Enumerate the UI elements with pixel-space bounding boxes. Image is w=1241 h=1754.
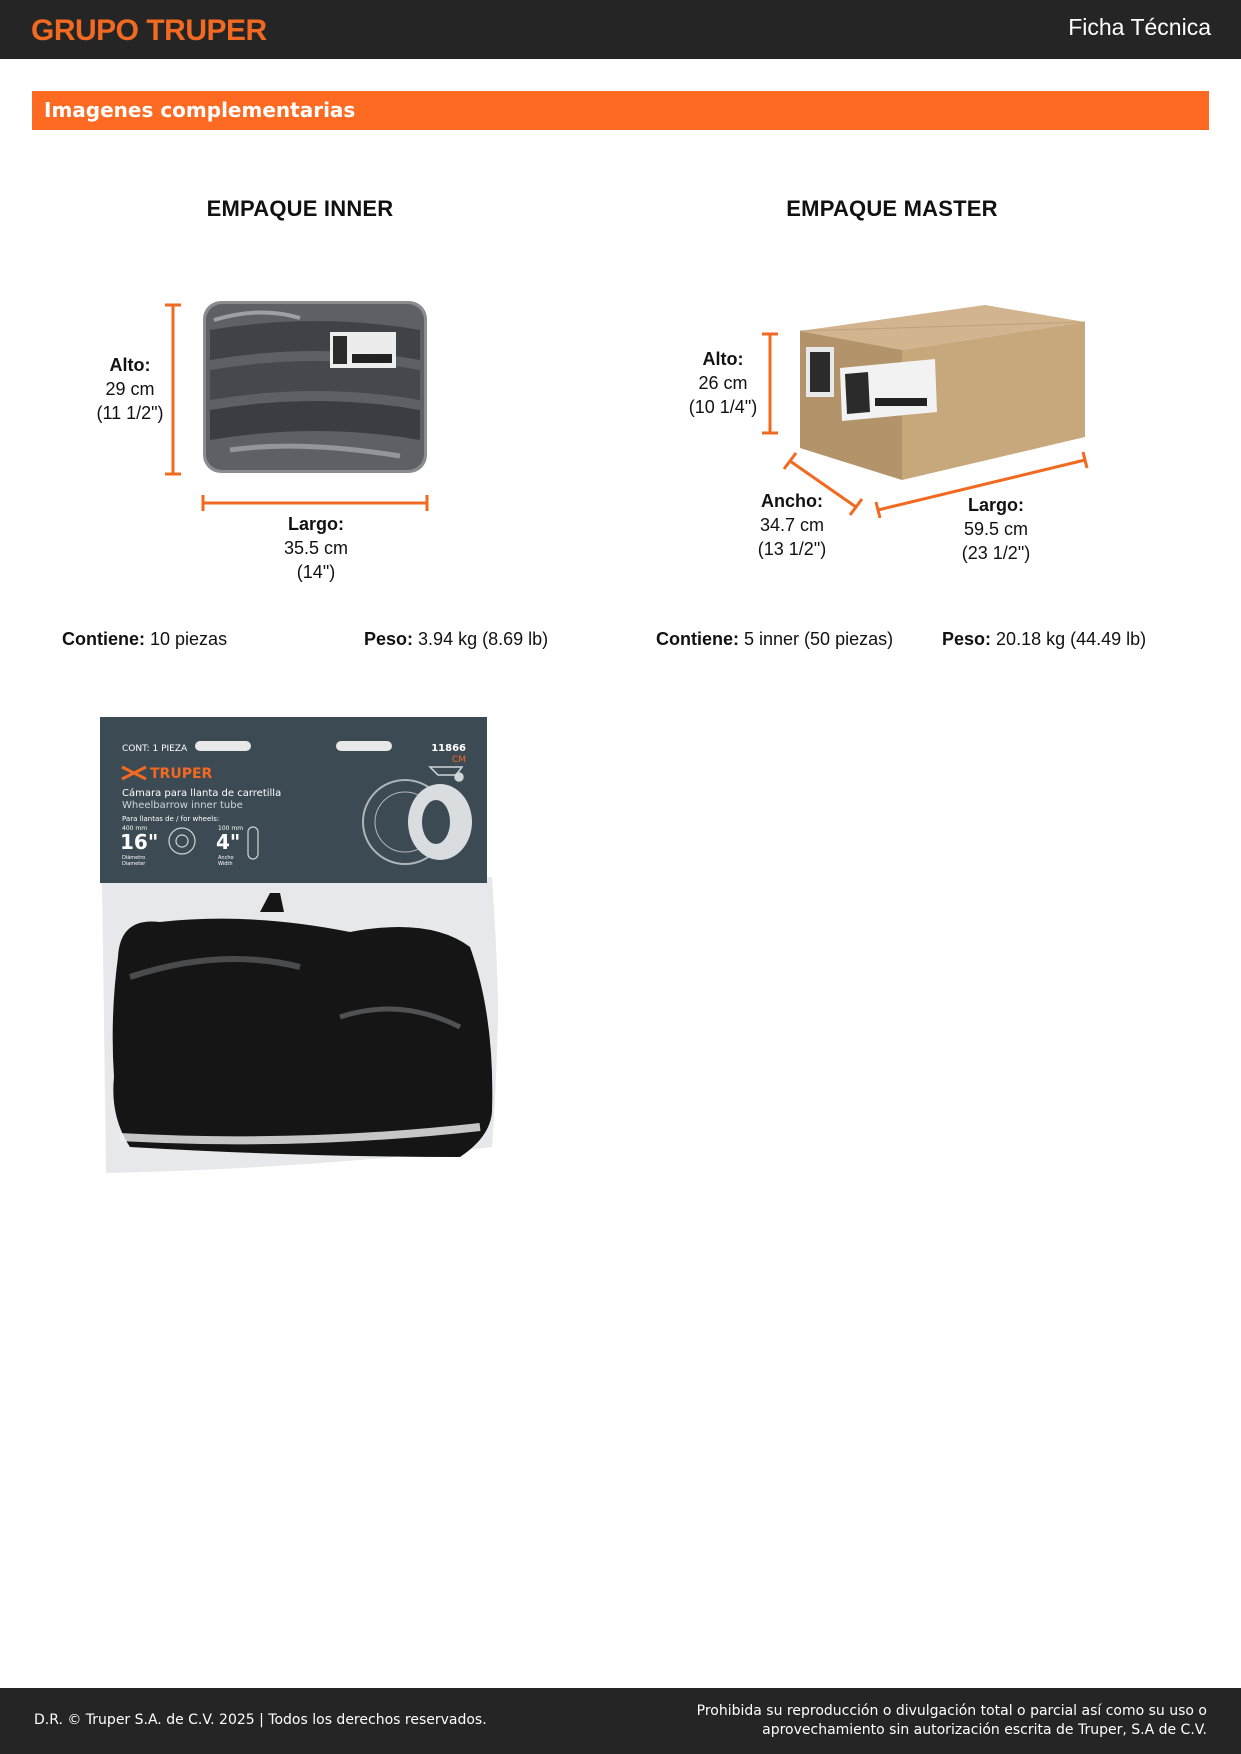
package-code-suffix-text: CM bbox=[451, 755, 466, 765]
footer-notice-line-2: aprovechamiento sin autorización escrita de Truper, S.A de C.V. bbox=[762, 1722, 1207, 1738]
brand-logo: GRUPO TRUPER bbox=[31, 14, 267, 47]
inner-contents: Contiene: 10 piezas bbox=[62, 629, 228, 649]
package-diameter-in: 16" bbox=[120, 830, 159, 854]
package-diameter-mm: 400 mm bbox=[122, 825, 148, 832]
document-type: Ficha Técnica bbox=[1068, 14, 1211, 40]
package-wheels-label: Para llantas de / for wheels: bbox=[122, 815, 220, 823]
master-height-dimension-line bbox=[762, 334, 778, 433]
package-count-text: CONT: 1 PIEZA bbox=[122, 744, 188, 754]
package-width-in: 4" bbox=[216, 830, 241, 854]
inner-length-label: Largo: 35.5 cm (14") bbox=[283, 514, 349, 582]
inner-heading: EMPAQUE INNER bbox=[206, 196, 394, 221]
package-width-mm: 100 mm bbox=[218, 825, 244, 832]
package-diameter-label-es: Diámetro bbox=[122, 855, 146, 861]
page-footer bbox=[0, 1688, 1241, 1754]
inner-weight: Peso: 3.94 kg (8.69 lb) bbox=[364, 629, 549, 649]
package-width-label-en: Width bbox=[218, 861, 233, 867]
footer-notice bbox=[647, 1702, 1207, 1740]
package-diameter-label-en: Diameter bbox=[122, 861, 146, 867]
package-name-en: Wheelbarrow inner tube bbox=[122, 800, 243, 811]
master-height-label: Alto: 26 cm (10 1/4") bbox=[688, 349, 758, 417]
product-package-image bbox=[100, 717, 500, 1192]
package-width-label-es: Ancho bbox=[218, 855, 234, 861]
footer-notice-line-1: Prohibida su reproducción o divulgación total o parcial así como su uso o bbox=[696, 1703, 1207, 1719]
section-title: Imagenes complementarias bbox=[44, 98, 356, 122]
master-contents: Contiene: 5 inner (50 piezas) bbox=[656, 629, 894, 649]
master-weight: Peso: 20.18 kg (44.49 lb) bbox=[942, 629, 1147, 649]
package-code-text: 11866 bbox=[431, 743, 466, 754]
master-heading: EMPAQUE MASTER bbox=[786, 196, 998, 221]
footer-copyright: D.R. © Truper S.A. de C.V. 2025 | Todos los derechos reservados. bbox=[34, 1712, 487, 1728]
master-width-label: Ancho: 34.7 cm (13 1/2") bbox=[757, 491, 827, 559]
master-box-image bbox=[800, 305, 1085, 480]
package-brand-text: TRUPER bbox=[150, 766, 213, 782]
master-length-label: Largo: 59.5 cm (23 1/2") bbox=[961, 495, 1031, 563]
package-name-es: Cámara para llanta de carretilla bbox=[122, 788, 282, 799]
inner-height-label: Alto: 29 cm (11 1/2") bbox=[96, 355, 164, 423]
